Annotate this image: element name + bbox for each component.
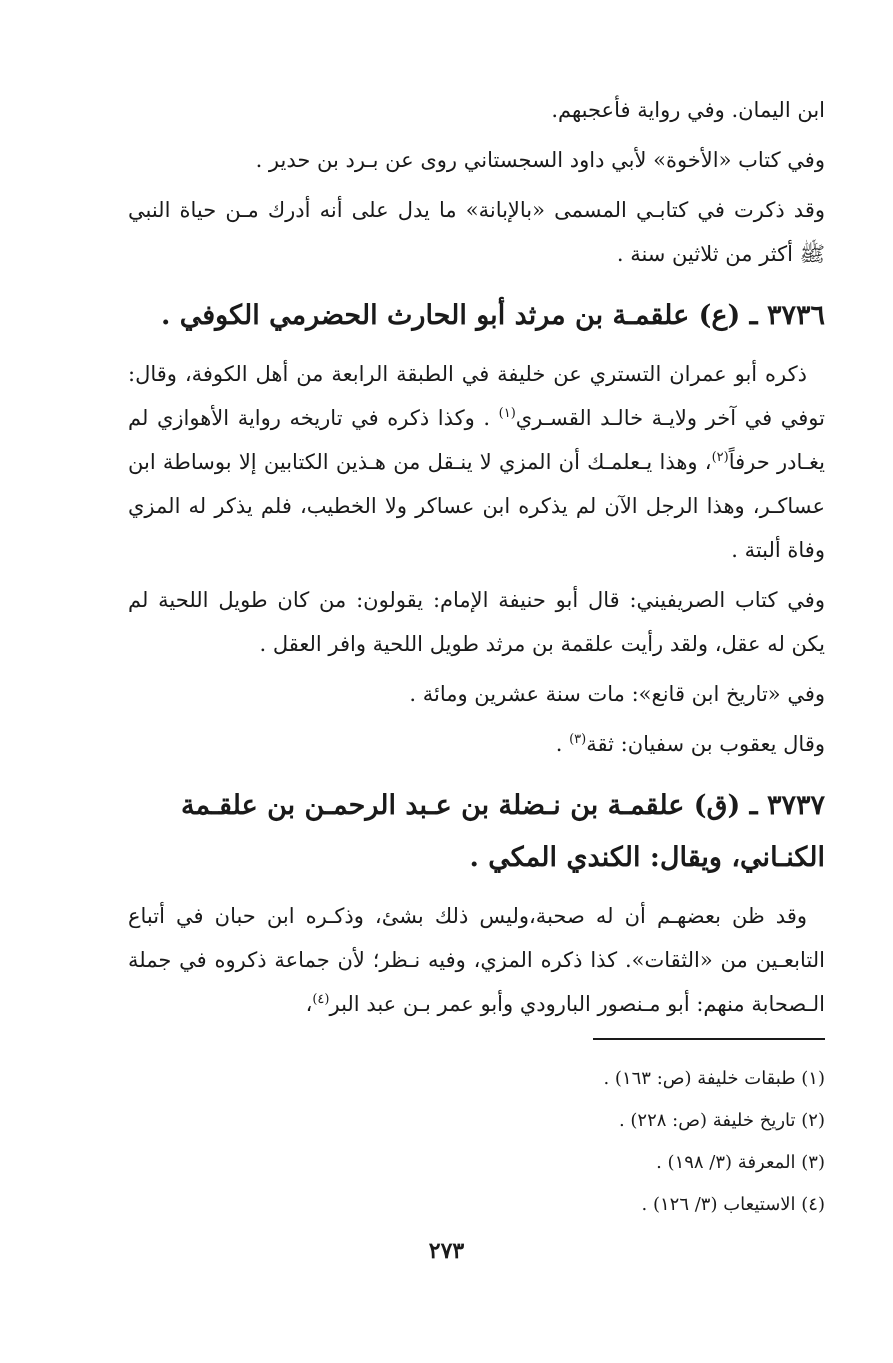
entry-3736-p4-text: وقال يعقوب بن سفيان: ثقة [586, 732, 825, 756]
footnote-ref-4[interactable]: (٤) [312, 992, 330, 1007]
footnote-4: (٤) الاستيعاب (٣/ ١٢٦) . [641, 1194, 825, 1215]
entry-3736-text-a: ذكره أبو عمران التستري عن خليفة في الطبقة الرابعة من أهل الكوفة، وقال: توفي في آخر ولايـة خالـد القسـري [128, 362, 825, 430]
entry-heading-3737: ٣٧٣٧ ـ (ق) علقمـة بن نـضلة بن عـبد الرحمـن بن علقـمة الكنـاني، ويقال: الكندي المكي . [180, 790, 825, 873]
entry-heading-3736: ٣٧٣٦ ـ (ع) علقمـة بن مرثد أبو الحارث الحضرمي الكوفي . [160, 300, 825, 331]
footnote-1: (١) طبقات خليفة (ص: ١٦٣) . [603, 1068, 825, 1089]
continuation-line-2: وفي كتاب «الأخوة» لأبي داود السجستاني روى عن بـرد بن حدير . [255, 148, 825, 172]
page-content [128, 88, 825, 1226]
footnote-ref-3[interactable]: (٣) [569, 732, 587, 747]
entry-3736-paragraph-2: وفي كتاب الصريفيني: قال أبو حنيفة الإمام: يقولون: من كان طويل اللحية لم يكن له عقل، ولقد رأيت علقمة بن مرثد طويل اللحية وافر العقل . [128, 588, 825, 656]
footnote-ref-2[interactable]: (٢) [711, 450, 729, 465]
page-number: ٢٧٣ [428, 1238, 465, 1264]
entry-3736-text-b: . وكذا ذكره في تاريخه رواية الأهوازي لم يغـادر حرفاً [128, 406, 826, 474]
footnote-3: (٣) المعرفة (٣/ ١٩٨) . [656, 1152, 825, 1173]
entry-3736-paragraph-4 [128, 722, 825, 766]
footnote-divider [593, 1038, 825, 1040]
entry-3737-text-b: ، [305, 992, 313, 1016]
entry-3736-paragraph-3: وفي «تاريخ ابن قانع»: مات سنة عشرين ومائة . [409, 682, 825, 706]
entry-3736-p4-end: . [555, 732, 570, 756]
footnote-ref-1[interactable]: (١) [498, 406, 516, 421]
footnote-2: (٢) تاريخ خليفة (ص: ٢٢٨) . [618, 1110, 825, 1131]
entry-3737-text-a: وقد ظن بعضهـم أن له صحبة،وليس ذلك بشئ، وذكـره ابن حبان في أتباع التابعـين من «الثقات». كذا ذكره المزي، وفيه نـظر؛ لأن جماعة ذكروه في جملة الـصحابة منهم: أبو مـنصور البارودي وأبو عمر بـن عبد البر [128, 904, 825, 1016]
entry-3736-paragraph-1 [128, 352, 825, 572]
continuation-line-3: وقد ذكرت في كتابـي المسمى «بالإبانة» ما يدل على أنه أدرك مـن حياة النبي ﷺ أكثر من ثلاثين سنة . [128, 198, 825, 266]
entry-3737-paragraph-1 [128, 894, 825, 1026]
continuation-line-1: ابن اليمان. وفي رواية فأعجبهم. [551, 98, 825, 122]
entry-3736-text-c: ، وهذا يـعلمـك أن المزي لا ينـقل من هـذين الكتابين إلا بوساطة ابن عساكـر، وهذا الرجل الآن لم يذكره ابن عساكر ولا الخطيب، فلم يذكر له المزي وفاة ألبتة . [128, 450, 825, 562]
